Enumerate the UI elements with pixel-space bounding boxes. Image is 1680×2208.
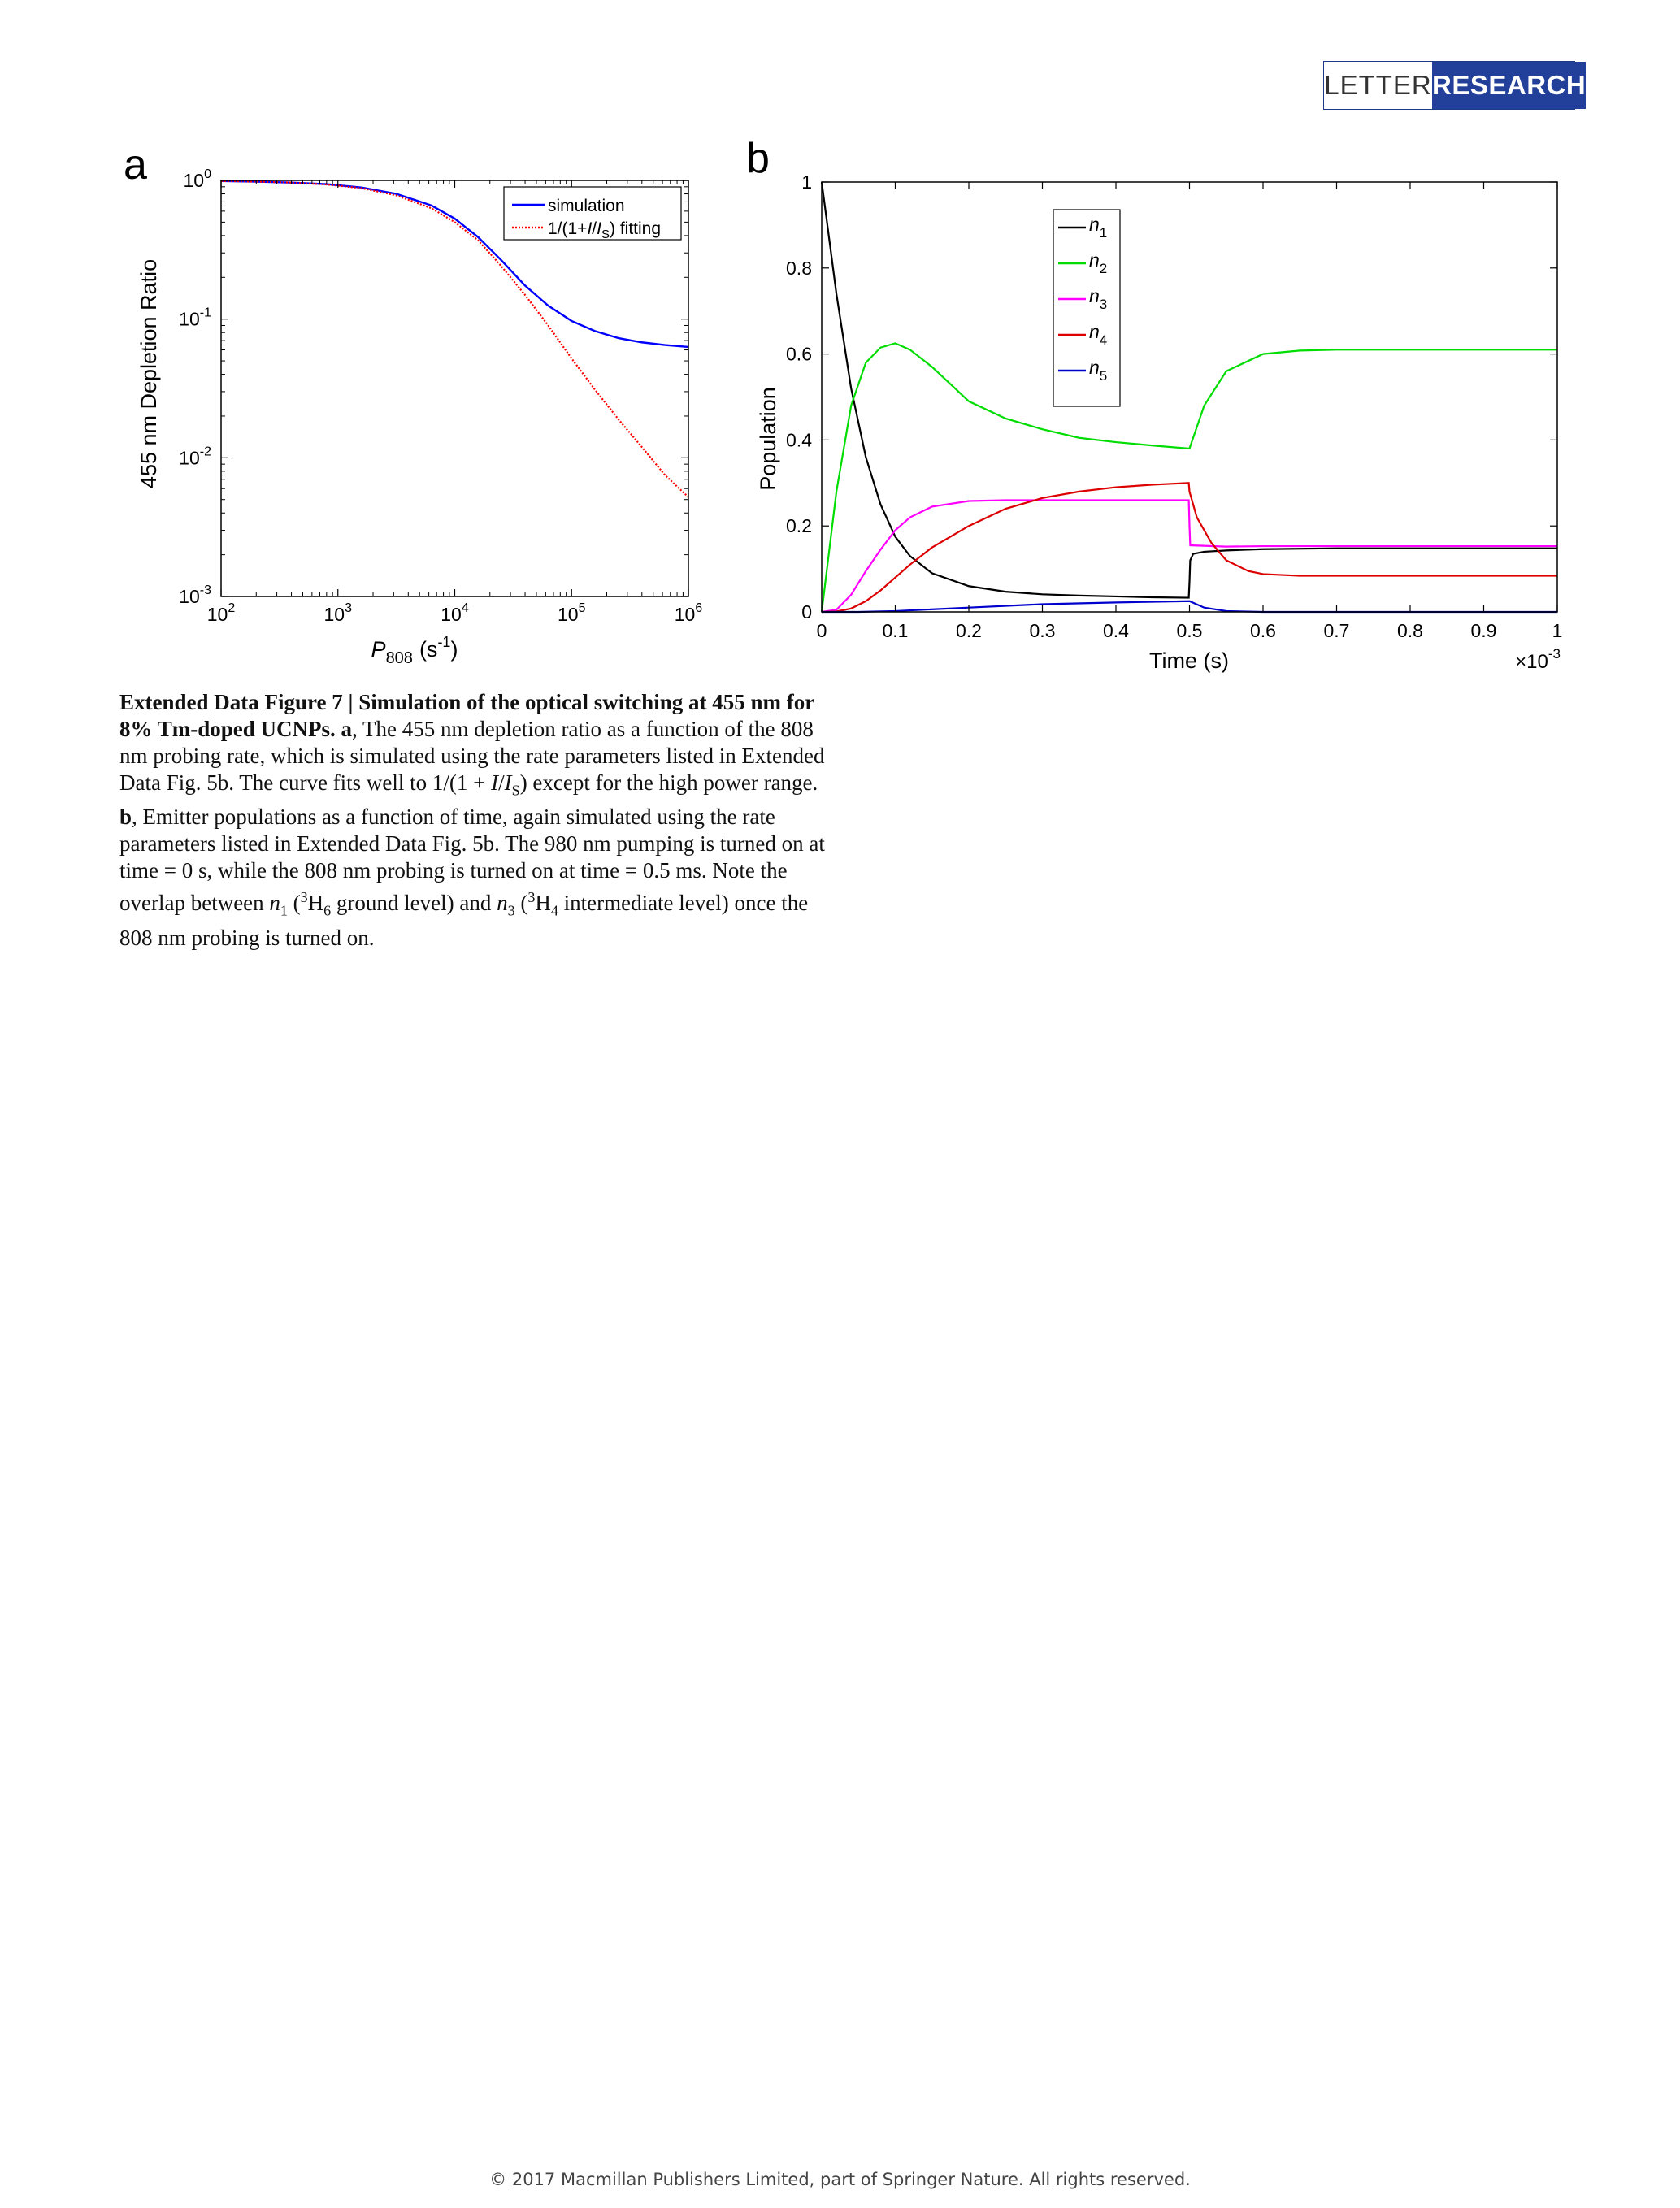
- b-xtick-label: 0.9: [1470, 620, 1497, 641]
- panel-b-xlabel: Time (s): [1149, 649, 1229, 673]
- caption-figure-title: Extended Data Figure 7 | Simulation of the optical switching at 455 nm for 8% Tm-doped UCNPs.: [119, 690, 814, 741]
- b-xtick-label: 1: [1552, 620, 1563, 641]
- legend-fitting-label: $1/(1+I/I_S)$ fitting: [548, 219, 662, 241]
- panel-a-legend: [504, 187, 681, 241]
- panel-b-ylabel: Population: [756, 387, 780, 491]
- a-xtick-label: $10^4$: [441, 601, 469, 625]
- journal-badge: [1323, 61, 1587, 110]
- panel-b-chart: [740, 138, 1585, 691]
- caption-part-b-label: b: [119, 805, 132, 830]
- a-xtick-label: $10^5$: [558, 601, 586, 625]
- panel-a-xlabel: $P_{808}$ $(s^{-1})$: [371, 634, 458, 667]
- b-ytick-label: 0.4: [786, 429, 812, 451]
- panel-a-chart: [114, 146, 715, 675]
- panel-b-legend: [1053, 210, 1120, 406]
- caption-part-a-text: , The 455 nm depletion ratio as a function of the 808 nm probing rate, which is simulated using the rate parameters listed in Extended Data Fig. 5b. The curve fits well to 1/(1 +: [119, 717, 825, 795]
- panel-b-label: b: [746, 138, 770, 182]
- legend-n1-label: $n_1$: [1089, 214, 1108, 241]
- panel-a-label: a: [124, 146, 147, 189]
- caption-left: Extended Data Figure 7 | Simulation of the optical switching at 455 nm for 8% Tm-doped UCNPs. a, The 455 nm depletion ratio as a function of the 808 nm probing rate, which is simulated using the rate parameters listed in Extended Data Fig. 5b. The curve fits well to $1/(1 + I/I_S)$ except for the high power range. b, Emitter populations as a function of time, again simulated using the rate parameters listed in Extended Data Fig. 5b. The 980 nm pumping is turned on at time = 0 s, while the 808 nm probing is turned on at time = 0.5 ms. Note the overlap between $n_1$ ($^3H_6$ ground level) and $n_3$ ($^3H_4$ intermediate level) once the 808 nm probing is turned on.: [119, 690, 825, 950]
- legend-n4-label: $n_4$: [1089, 321, 1108, 348]
- legend-n2-label: $n_2$: [1089, 249, 1108, 276]
- b-xtick-label: 0.5: [1176, 620, 1203, 641]
- b-xtick-label: 0.3: [1029, 620, 1056, 641]
- panel-b-x-multiplier: $\times 10^{-3}$: [1515, 646, 1561, 673]
- a-xtick-label: $10^6$: [674, 601, 703, 625]
- b-ytick-label: 0.2: [786, 515, 812, 537]
- b-xtick-label: 0.4: [1103, 620, 1129, 641]
- a-xtick-label: $10^3$: [323, 601, 352, 625]
- caption-part-a-label: a: [341, 717, 353, 741]
- legend-n3-label: $n_3$: [1089, 285, 1108, 312]
- b-xtick-label: 0.2: [956, 620, 982, 641]
- legend-simulation-label: simulation: [548, 197, 625, 215]
- b-xtick-label: 0.8: [1397, 620, 1423, 641]
- a-xtick-label: $10^2$: [206, 601, 236, 625]
- b-xtick-label: 0.7: [1323, 620, 1350, 641]
- panel-a-axes-box: [221, 180, 688, 596]
- panel-a-ylabel: 455 nm Depletion Ratio: [137, 258, 161, 489]
- a-ytick-label: $10^{-2}$: [179, 445, 211, 469]
- copyright-footer: © 2017 Macmillan Publishers Limited, part of Springer Nature. All rights reserved.: [489, 2170, 1191, 2189]
- b-ytick-label: 1: [801, 171, 812, 193]
- badge-research: RESEARCH: [1432, 62, 1586, 109]
- b-xtick-label: 0: [816, 620, 827, 641]
- b-ytick-label: 0: [801, 601, 812, 622]
- badge-letter: LETTER: [1324, 62, 1432, 109]
- b-xtick-label: 0.1: [882, 620, 909, 641]
- legend-n5-label: $n_5$: [1089, 357, 1108, 384]
- a-ytick-label: $10^{-3}$: [179, 583, 211, 607]
- a-ytick-label: $10^{-1}$: [179, 306, 211, 330]
- b-xtick-label: 0.6: [1250, 620, 1276, 641]
- caption-part-b-text: , Emitter populations as a function of time, again simulated using the rate parameters listed in Extended Data Fig. 5b. The 980 nm pumping is turned on at time = 0 s, while the 808 nm probing is turned on at time = 0.5 ms. Note the overlap between: [119, 805, 825, 916]
- a-ytick-label: $10^0$: [183, 167, 211, 191]
- b-ytick-label: 0.8: [786, 257, 812, 279]
- b-ytick-label: 0.6: [786, 343, 812, 365]
